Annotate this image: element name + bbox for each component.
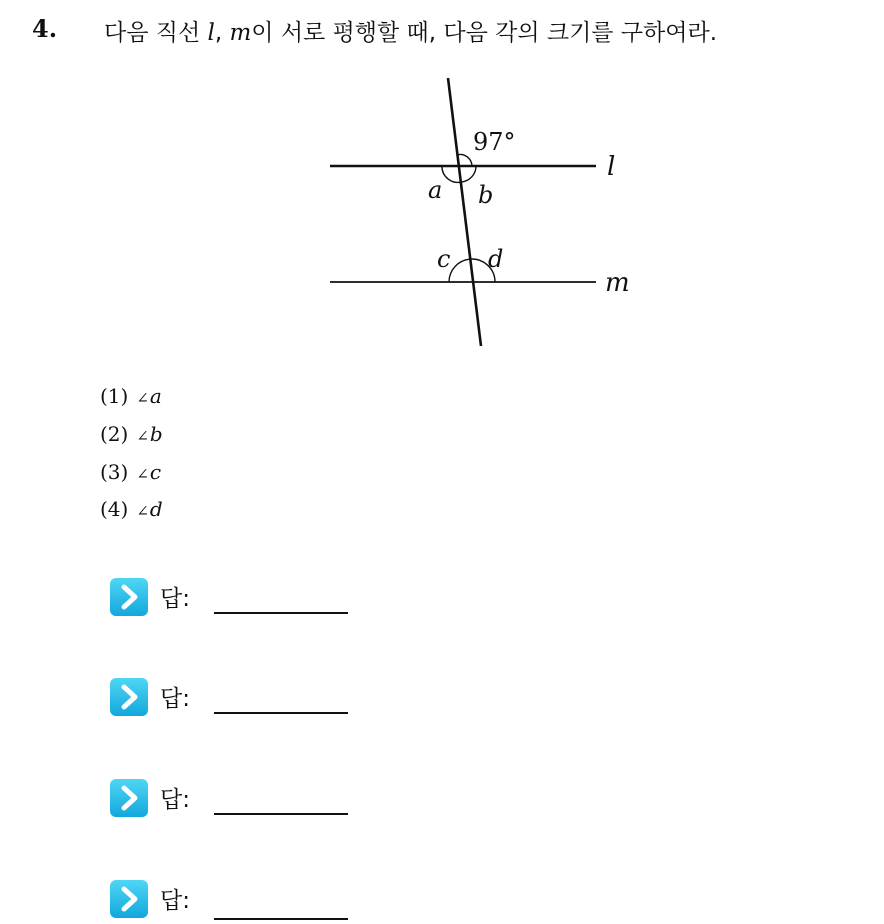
question-separator: ,	[214, 20, 230, 46]
line-l-variable: l	[207, 20, 215, 46]
answer-label: 답:	[160, 888, 190, 914]
answer-row-4	[110, 880, 370, 920]
subquestion-variable: a	[149, 384, 162, 408]
question-number: 4.	[32, 14, 58, 43]
label-l: l	[607, 152, 616, 182]
angle-symbol: ∠	[136, 389, 149, 407]
answer-label: 답:	[160, 586, 190, 612]
subquestion-variable: b	[149, 422, 163, 446]
question-text-before: 다음 직선	[104, 20, 208, 46]
subquestion-1	[100, 384, 162, 408]
answer-row-3	[110, 779, 370, 819]
label-b: b	[478, 181, 494, 209]
answer-label: 답:	[160, 686, 190, 712]
question-text	[104, 14, 717, 47]
answer-input-line[interactable]	[214, 712, 348, 714]
line-m-variable: m	[229, 20, 252, 46]
label-97-degrees: 97°	[473, 128, 516, 156]
answer-row-2	[110, 678, 370, 718]
subquestion-number: (2)	[100, 422, 129, 446]
question-text-after: 이 서로 평행할 때, 다음 각의 크기를 구하여라.	[251, 20, 718, 46]
label-m: m	[605, 268, 630, 298]
chevron-right-icon	[110, 779, 148, 817]
angle-arc-c	[449, 259, 469, 282]
label-c: c	[437, 245, 451, 273]
subquestion-variable: c	[149, 460, 162, 484]
angle-arc-b	[462, 166, 476, 182]
chevron-right-icon	[110, 578, 148, 616]
answer-input-line[interactable]	[214, 918, 348, 920]
subquestion-2	[100, 422, 163, 446]
subquestion-number: (1)	[100, 384, 129, 408]
angle-symbol: ∠	[136, 465, 149, 483]
chevron-right-icon	[110, 678, 148, 716]
parallel-lines-figure	[300, 70, 660, 360]
label-a: a	[428, 176, 443, 204]
angle-symbol: ∠	[136, 427, 149, 445]
subquestion-4	[100, 497, 163, 521]
subquestion-number: (4)	[100, 497, 129, 521]
subquestion-variable: d	[149, 497, 163, 521]
subquestion-3	[100, 460, 161, 484]
answer-label: 답:	[160, 787, 190, 813]
answer-input-line[interactable]	[214, 612, 348, 614]
transversal-line	[448, 78, 481, 346]
angle-symbol: ∠	[136, 502, 149, 520]
answer-input-line[interactable]	[214, 813, 348, 815]
answer-row-1	[110, 578, 370, 618]
label-d: d	[488, 245, 504, 273]
chevron-right-icon	[110, 880, 148, 918]
subquestion-number: (3)	[100, 460, 129, 484]
